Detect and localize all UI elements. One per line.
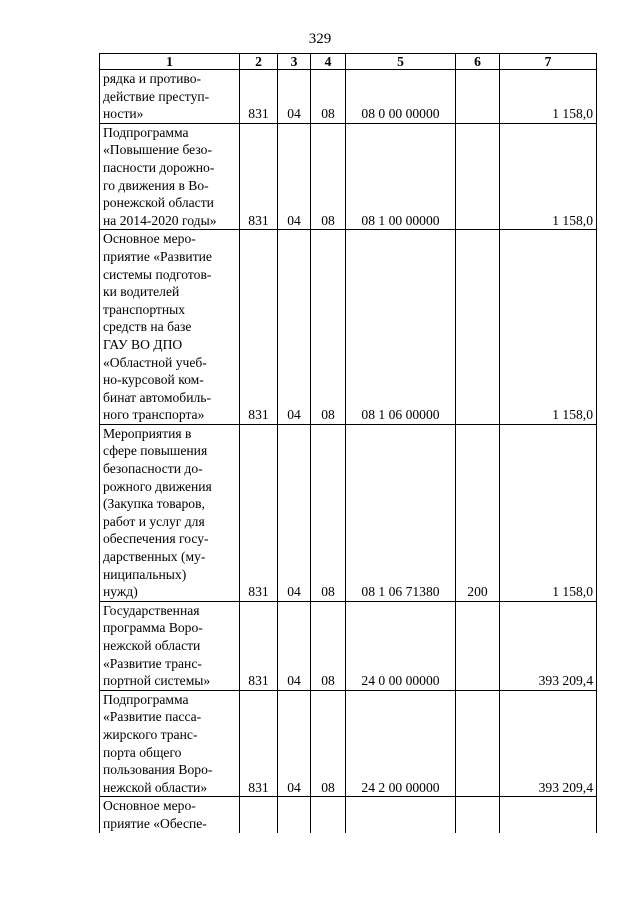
row-name-line: портной системы»: [103, 673, 211, 689]
row-name: [100, 797, 240, 833]
code-cell: 831: [240, 123, 278, 230]
row-name-line: Подпрограмма: [103, 691, 189, 707]
column-header: 7: [500, 54, 597, 70]
row-name-line: (Закупка товаров,: [103, 496, 205, 512]
section-cell: 04: [278, 123, 311, 230]
section-cell: 04: [278, 424, 311, 601]
expense-type-cell: [456, 70, 500, 124]
row-name-line: безопасности до-: [103, 461, 203, 477]
amount-cell: 393 209,4: [500, 601, 597, 690]
row-name: [100, 690, 240, 797]
row-name-line: ГАУ ВО ДПО: [103, 336, 183, 352]
row-name-line: средств на базе: [103, 319, 192, 335]
budget-table: [99, 53, 597, 833]
row-name: [100, 424, 240, 601]
target-article-cell: 24 0 00 00000: [346, 601, 456, 690]
table-row: [100, 230, 597, 425]
table-row: [100, 797, 597, 833]
row-name-line: рожного движения: [103, 478, 212, 494]
subsection-cell: 08: [311, 601, 346, 690]
table-header-row: [100, 54, 597, 70]
column-header: 1: [100, 54, 240, 70]
expense-type-cell: [456, 797, 500, 833]
code-cell: 831: [240, 424, 278, 601]
row-name: [100, 123, 240, 230]
row-name-line: ного транспорта»: [103, 407, 205, 423]
row-name-line: порта общего: [103, 744, 182, 760]
amount-cell: 393 209,4: [500, 690, 597, 797]
subsection-cell: 08: [311, 690, 346, 797]
expense-type-cell: [456, 690, 500, 797]
row-name-line: го движения в Во-: [103, 177, 209, 193]
row-name-line: «Развитие транс-: [103, 655, 202, 671]
code-cell: 831: [240, 70, 278, 124]
row-name-line: жирского транс-: [103, 726, 198, 742]
row-name-line: бинат автомобиль-: [103, 389, 211, 405]
subsection-cell: [311, 797, 346, 833]
section-cell: 04: [278, 70, 311, 124]
section-cell: 04: [278, 230, 311, 425]
subsection-cell: 08: [311, 123, 346, 230]
section-cell: 04: [278, 601, 311, 690]
target-article-cell: 08 1 06 00000: [346, 230, 456, 425]
row-name-line: ки водителей: [103, 284, 180, 300]
expense-type-cell: [456, 230, 500, 425]
row-name-line: Мероприятия в: [103, 425, 192, 441]
expense-type-cell: 200: [456, 424, 500, 601]
row-name-line: нежской области: [103, 638, 201, 653]
amount-cell: 1 158,0: [500, 230, 597, 425]
column-header: 4: [311, 54, 346, 70]
row-name-line: рядка и противо-: [103, 71, 202, 86]
row-name-line: ности»: [103, 106, 144, 122]
page-number: 329: [308, 31, 332, 47]
amount-cell: 1 158,0: [500, 424, 597, 601]
row-name: [100, 601, 240, 690]
code-cell: [240, 797, 278, 833]
column-header: 3: [278, 54, 311, 70]
table-row: [100, 690, 597, 797]
section-cell: 04: [278, 690, 311, 797]
row-name-line: системы подготов-: [103, 266, 212, 282]
row-name-line: пользования Воро-: [103, 762, 213, 778]
row-name-line: действие преступ-: [103, 88, 210, 104]
column-header: 5: [346, 54, 456, 70]
table-row: [100, 70, 597, 124]
row-name: [100, 70, 240, 124]
row-name-line: Государственная: [103, 602, 200, 618]
row-name-line: нужд): [103, 584, 138, 600]
section-cell: [278, 797, 311, 833]
target-article-cell: 08 0 00 00000: [346, 70, 456, 124]
row-name-line: Основное меро-: [103, 798, 196, 814]
row-name-line: работ и услуг для: [103, 513, 205, 529]
target-article-cell: 24 2 00 00000: [346, 690, 456, 797]
row-name-line: приятие «Развитие: [103, 248, 212, 264]
row-name: [100, 230, 240, 425]
row-name-line: «Областной учеб-: [103, 354, 207, 370]
row-name-line: транспортных: [103, 301, 186, 317]
table-row: [100, 424, 597, 601]
code-cell: 831: [240, 690, 278, 797]
row-name-line: дарственных (му-: [103, 549, 206, 565]
amount-cell: 1 158,0: [500, 123, 597, 230]
table-row: [100, 123, 597, 230]
target-article-cell: 08 1 06 71380: [346, 424, 456, 601]
target-article-cell: 08 1 00 00000: [346, 123, 456, 230]
subsection-cell: 08: [311, 230, 346, 425]
subsection-cell: 08: [311, 70, 346, 124]
column-header: 6: [456, 54, 500, 70]
row-name-line: приятие «Обеспе-: [103, 815, 207, 831]
table-row: [100, 601, 597, 690]
row-name-line: программа Воро-: [103, 620, 203, 636]
row-name-line: нежской области»: [103, 779, 208, 795]
amount-cell: [500, 797, 597, 833]
target-article-cell: [346, 797, 456, 833]
row-name-line: пасности дорожно-: [103, 159, 215, 175]
row-name-line: сфере повышения: [103, 443, 208, 459]
row-name-line: ниципальных): [103, 566, 187, 582]
row-name-line: «Повышение безо-: [103, 142, 212, 158]
code-cell: 831: [240, 601, 278, 690]
amount-cell: 1 158,0: [500, 70, 597, 124]
row-name-line: Основное меро-: [103, 231, 196, 247]
row-name-line: ронежской области: [103, 195, 214, 211]
row-name-line: «Развитие пасса-: [103, 709, 202, 725]
expense-type-cell: [456, 601, 500, 690]
row-name-line: но-курсовой ком-: [103, 372, 204, 388]
subsection-cell: 08: [311, 424, 346, 601]
row-name-line: обеспечения госу-: [103, 531, 209, 547]
column-header: 2: [240, 54, 278, 70]
expense-type-cell: [456, 123, 500, 230]
code-cell: 831: [240, 230, 278, 425]
row-name-line: на 2014-2020 годы»: [103, 212, 217, 228]
row-name-line: Подпрограмма: [103, 124, 189, 140]
